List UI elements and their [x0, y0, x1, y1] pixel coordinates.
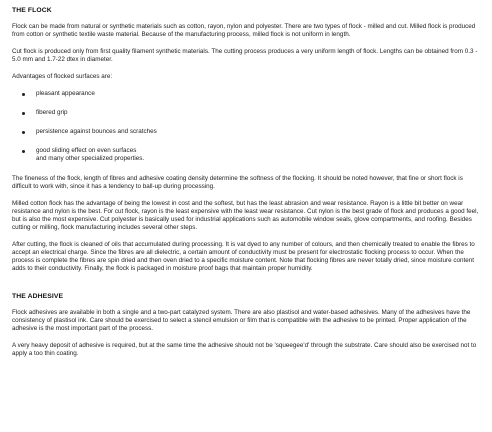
adhesive-paragraph-2: A very heavy deposit of adhesive is required, but at the same time the adhesive should not be 'squeegee'd' through the substrate. Care should also be exercised not to apply a too thin coating.: [12, 342, 477, 357]
adhesive-paragraph-1: Flock adhesives are available in both a single and a two-part catalyzed system. There are also plastisol and water-based adhesives. Many of the adhesives have the consistency of plastisol ink. Care should be exercised to select a stencil emulsion or film that is compatible with the adhesive to be printed. Proper application of the adhesive is the most important part of the process.: [12, 309, 471, 332]
bullet-icon: [22, 93, 25, 96]
flock-paragraph-1: Flock can be made from natural or synthetic materials such as cotton, rayon, nylon and polyester. There are two types of flock - milled and cut. Milled flock is produced from cotton or synthetic textile waste material. Because of the manufacturing process, milled flock is not uniform in length.: [12, 23, 476, 38]
flock-paragraph-processing: After cutting, the flock is cleaned of oils that accumulated during processing. It is vat dyed to any number of colours, and then chemically treated to enable the fibres to accept an electrical charge. Since the fibres are all dielectric, a certain amount of conductivity must be present for electrostatic flocking process to occur. When the process is complete the fibres are spin dried and then oven dried to a specific moisture content. Note that flocking fibres are never totally dried, since moisture content adds to their conductivity. Finally, the flock is packaged in moisture proof bags that maintain proper humidity.: [12, 241, 475, 272]
bullet-icon: [22, 112, 25, 115]
section-title-adhesive: THE ADHESIVE: [12, 293, 64, 300]
advantages-intro: Advantages of flocked surfaces are:: [12, 73, 113, 80]
list-item-text: fibered grip: [36, 109, 68, 116]
list-item: [22, 147, 482, 163]
list-item: [22, 90, 482, 98]
list-item-text-continued: and many other specialized properties.: [36, 155, 145, 162]
list-item-text: persistence against bounces and scratches: [36, 128, 157, 135]
bullet-icon: [22, 131, 25, 134]
flock-paragraph-2: Cut flock is produced only from first quality filament synthetic materials. The cutting process produces a very uniform length of flock. Lengths can be obtained from 0.3 - 5.0 mm and 1.7-22 dtex in diameter.: [12, 48, 478, 63]
list-item: [22, 109, 482, 117]
bullet-icon: [22, 150, 25, 153]
flock-paragraph-materials: Milled cotton flock has the advantage of being the lowest in cost and the softest, but has the least abrasion and wear resistance. Rayon is a little bit better on wear resistance and nylon is the best. For cut flock, rayon is the least expensive with the least wear resistance. Cut nylon is the best grade of flock and produces a good feel, but is also the most expensive. Cut polyester is basically used for industrial applications such as automobile window seals, glove compartments, and roofing. Besides cutting or milling, flock manufacturing includes several other steps.: [12, 200, 479, 231]
list-item: [22, 128, 482, 136]
flock-paragraph-softness: The fineness of the flock, length of fibres and adhesive coating density determine the softness of the flocking. It should be noted however, that fine or short flock is difficult to work with, since it has a tendency to ball-up during processing.: [12, 175, 463, 190]
list-item-text: good sliding effect on even surfaces: [36, 147, 137, 154]
list-item-text: pleasant appearance: [36, 90, 95, 97]
section-title-flock: THE FLOCK: [12, 7, 52, 14]
advantages-list: [12, 90, 482, 163]
